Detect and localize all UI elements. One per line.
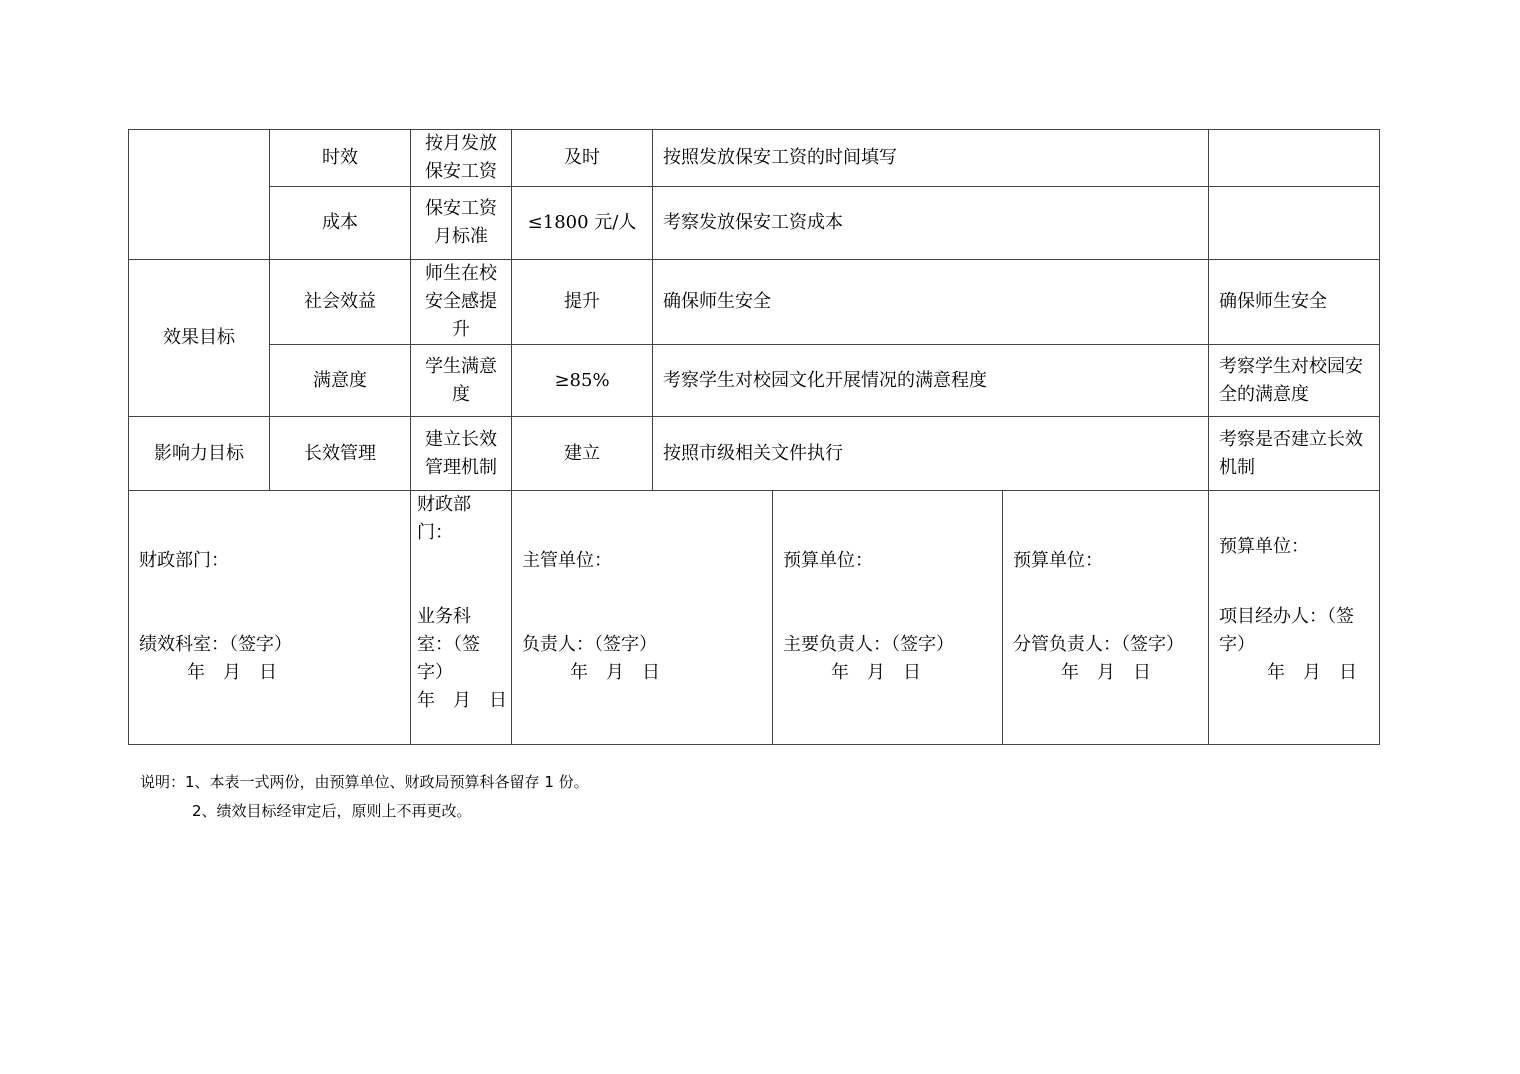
target-value-cell: 建立 xyxy=(512,417,653,491)
description-cell: 按照市级相关文件执行 xyxy=(653,417,1209,491)
description-cell: 按照发放保安工资的时间填写 xyxy=(653,130,1209,187)
description-cell: 考察发放保安工资成本 xyxy=(653,187,1209,260)
notes xyxy=(140,768,589,826)
signature-row xyxy=(129,491,1380,745)
sub-indicator-cell: 满意度 xyxy=(270,345,411,417)
table-row xyxy=(129,260,1380,345)
signature-cell-budget-handler xyxy=(1209,491,1380,745)
note-cell: 考察是否建立长效机制 xyxy=(1209,417,1380,491)
description-cell: 考察学生对校园文化开展情况的满意程度 xyxy=(653,345,1209,417)
sub-indicator-cell: 长效管理 xyxy=(270,417,411,491)
signature-org: 财政部门： xyxy=(139,550,229,571)
indicator-cell: 师生在校安全感提升 xyxy=(411,260,512,345)
sub-indicator-cell: 时效 xyxy=(270,130,411,187)
signature-role: 主要负责人：（签字） xyxy=(783,634,954,655)
signature-role: 绩效科室：（签字） xyxy=(139,634,292,655)
note-line-2: 2、绩效目标经审定后，原则上不再更改。 xyxy=(192,802,472,820)
signature-role: 分管负责人：（签字） xyxy=(1013,634,1184,655)
performance-target-table xyxy=(128,129,1380,745)
note-cell: 考察学生对校园安全的满意度 xyxy=(1209,345,1380,417)
signature-org: 预算单位： xyxy=(1013,550,1103,571)
description-cell: 确保师生安全 xyxy=(653,260,1209,345)
signature-cell-finance-business xyxy=(411,491,512,745)
indicator-cell: 建立长效管理机制 xyxy=(411,417,512,491)
signature-role: 业务科室：（签字） xyxy=(417,606,480,683)
table-row xyxy=(129,417,1380,491)
signature-date: 年 月 日 xyxy=(831,662,921,683)
sub-indicator-cell: 社会效益 xyxy=(270,260,411,345)
note-cell xyxy=(1209,187,1380,260)
indicator-cell: 学生满意度 xyxy=(411,345,512,417)
note-cell xyxy=(1209,130,1380,187)
signature-role: 项目经办人：（签字） xyxy=(1219,606,1354,655)
category-cell: 影响力目标 xyxy=(129,417,270,491)
signature-date: 年 月 日 xyxy=(1267,662,1357,683)
note-cell: 确保师生安全 xyxy=(1209,260,1380,345)
category-cell xyxy=(129,130,270,260)
signature-date: 年 月 日 xyxy=(187,662,277,683)
signature-org: 预算单位： xyxy=(783,550,873,571)
signature-date: 年 月 日 xyxy=(570,662,660,683)
signature-cell-supervisor xyxy=(512,491,773,745)
signature-cell-budget-main xyxy=(773,491,1003,745)
signature-org: 主管单位： xyxy=(522,550,612,571)
signature-cell-finance-performance xyxy=(129,491,411,745)
indicator-cell: 按月发放保安工资 xyxy=(411,130,512,187)
table-row xyxy=(129,130,1380,187)
target-value-cell: ≤1800 元/人 xyxy=(512,187,653,260)
signature-date: 年 月 日 xyxy=(417,690,507,711)
sub-indicator-cell: 成本 xyxy=(270,187,411,260)
signature-role: 负责人：（签字） xyxy=(522,634,657,655)
target-value-cell: 及时 xyxy=(512,130,653,187)
signature-date: 年 月 日 xyxy=(1061,662,1151,683)
category-cell: 效果目标 xyxy=(129,260,270,417)
indicator-cell: 保安工资月标准 xyxy=(411,187,512,260)
signature-org: 财政部门： xyxy=(417,494,471,543)
target-value-cell: 提升 xyxy=(512,260,653,345)
table-row xyxy=(129,187,1380,260)
signature-cell-budget-deputy xyxy=(1003,491,1209,745)
note-line-1: 说明：1、本表一式两份，由预算单位、财政局预算科各留存 1 份。 xyxy=(140,773,589,791)
table-row xyxy=(129,345,1380,417)
signature-org: 预算单位： xyxy=(1219,536,1309,557)
target-value-cell: ≥85% xyxy=(512,345,653,417)
